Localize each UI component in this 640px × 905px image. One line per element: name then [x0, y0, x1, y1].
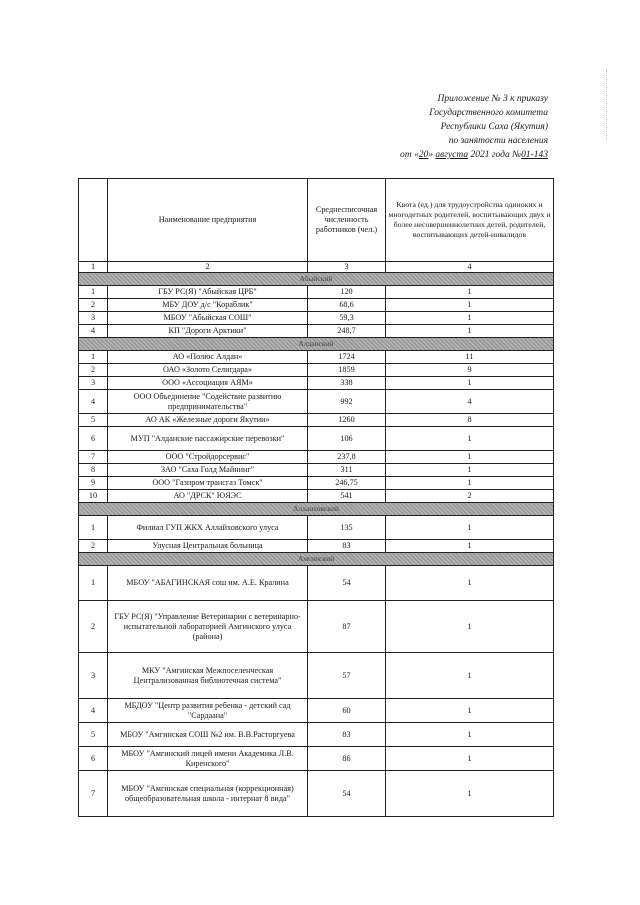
- table-row: [79, 299, 554, 312]
- cell-employees: 541: [308, 490, 386, 503]
- cell-quota: 1: [386, 747, 554, 771]
- cell-employees: 135: [308, 516, 386, 540]
- cell-employees: 106: [308, 427, 386, 451]
- cell-name: ЗАО "Саха Голд Майнинг": [108, 464, 308, 477]
- table-row: [79, 540, 554, 553]
- cell-quota: 1: [386, 653, 554, 699]
- date-number: 01-143: [521, 150, 548, 160]
- cell-name: МБУ ДОУ д/с "Кораблик": [108, 299, 308, 312]
- date-day: 20: [418, 150, 429, 160]
- cell-name: ГБУ РС(Я) "Абыйская ЦРБ": [108, 286, 308, 299]
- cell-quota: 1: [386, 377, 554, 390]
- cell-num: 3: [79, 653, 108, 699]
- table-row: [79, 566, 554, 601]
- cell-name: МБОУ "Абыйская СОШ": [108, 312, 308, 325]
- cell-employees: 54: [308, 771, 386, 817]
- cell-num: 2: [79, 364, 108, 377]
- header-name: Наименование предприятия: [108, 179, 308, 262]
- cell-num: 4: [79, 390, 108, 414]
- cell-quota: 1: [386, 601, 554, 653]
- table-row: [79, 377, 554, 390]
- cell-employees: 248,7: [308, 325, 386, 338]
- cell-num: 3: [79, 312, 108, 325]
- table-row: [79, 325, 554, 338]
- cell-quota: 1: [386, 723, 554, 747]
- cell-employees: 68,6: [308, 299, 386, 312]
- table-row: [79, 464, 554, 477]
- cell-employees: 1724: [308, 351, 386, 364]
- district-row: [79, 338, 554, 351]
- cell-name: АО «Полюс Алдан»: [108, 351, 308, 364]
- cell-name: МБОУ "АБАГИНСКАЯ сош им. А.Е. Кралина: [108, 566, 308, 601]
- table-row: [79, 351, 554, 364]
- cell-quota: 1: [386, 325, 554, 338]
- cell-quota: 8: [386, 414, 554, 427]
- table-row: [79, 516, 554, 540]
- cell-name: АО АК «Железные дороги Якутии»: [108, 414, 308, 427]
- table-row: [79, 390, 554, 414]
- cell-quota: 1: [386, 286, 554, 299]
- table-row: [79, 364, 554, 377]
- cell-num: 5: [79, 414, 108, 427]
- cell-quota: 1: [386, 312, 554, 325]
- cell-employees: 120: [308, 286, 386, 299]
- district-name: Амгинский: [79, 553, 554, 566]
- table-row: [79, 723, 554, 747]
- cell-quota: 1: [386, 540, 554, 553]
- cell-num: 8: [79, 464, 108, 477]
- cell-employees: 60: [308, 699, 386, 723]
- header-quota: Квота (ед.) для трудоустройства одиноких и многодетных родителей, воспитывающих двух и более несовершеннолетних детей, родителей, воспитывающих детей-инвалидов: [386, 179, 554, 262]
- cell-num: 10: [79, 490, 108, 503]
- table-header-row: [79, 179, 554, 262]
- cell-name: МБОУ "Амгинская специальная (коррекционная) общеобразовательная школа - интернат 8 вида": [108, 771, 308, 817]
- cell-name: Филиал ГУП ЖКХ Аллайховского улуса: [108, 516, 308, 540]
- cell-quota: 9: [386, 364, 554, 377]
- column-number: 1: [79, 262, 108, 273]
- scan-margin-marks: [606, 70, 611, 140]
- cell-name: Улусная Центральная больница: [108, 540, 308, 553]
- cell-name: ООО Объединение "Содействие развитию предпринимательства": [108, 390, 308, 414]
- cell-quota: 4: [386, 390, 554, 414]
- appendix-line-2: Государственного комитета: [429, 108, 548, 118]
- cell-num: 2: [79, 299, 108, 312]
- table-row: [79, 490, 554, 503]
- cell-quota: 1: [386, 566, 554, 601]
- cell-num: 6: [79, 747, 108, 771]
- cell-employees: 1260: [308, 414, 386, 427]
- cell-num: 6: [79, 427, 108, 451]
- column-number: 3: [308, 262, 386, 273]
- cell-name: ООО «Ассоциация АЯМ»: [108, 377, 308, 390]
- cell-employees: 57: [308, 653, 386, 699]
- cell-num: 7: [79, 451, 108, 464]
- cell-name: МКУ "Амгинская Межпоселенческая Централизованная библиотечная система": [108, 653, 308, 699]
- cell-num: 1: [79, 351, 108, 364]
- table-row: [79, 286, 554, 299]
- cell-name: ООО "Стройдорсервис": [108, 451, 308, 464]
- date-year: 2021 года №: [468, 150, 522, 160]
- header-num: [79, 179, 108, 262]
- cell-quota: 1: [386, 516, 554, 540]
- table-body: [79, 262, 554, 817]
- cell-name: МБОУ "Амгинский лицей имени Академика Л.В. Киренского": [108, 747, 308, 771]
- date-month: августа: [435, 150, 469, 160]
- cell-employees: 338: [308, 377, 386, 390]
- cell-name: АО "ДРСК" ЮЯЭС: [108, 490, 308, 503]
- table-row: [79, 451, 554, 464]
- appendix-header: [330, 92, 548, 162]
- cell-num: 4: [79, 699, 108, 723]
- district-row: [79, 273, 554, 286]
- cell-name: ГБУ РС(Я) "Управление Ветеринарии с ветеринарно-испытательной лабораторией Амгинского улуса (района): [108, 601, 308, 653]
- quota-table: [78, 178, 554, 817]
- cell-employees: 59,3: [308, 312, 386, 325]
- cell-num: 1: [79, 516, 108, 540]
- district-name: Алданский: [79, 338, 554, 351]
- date-mid: »: [428, 150, 436, 160]
- cell-quota: 1: [386, 464, 554, 477]
- cell-num: 1: [79, 566, 108, 601]
- cell-num: 7: [79, 771, 108, 817]
- column-numbers-row: [79, 262, 554, 273]
- table-row: [79, 477, 554, 490]
- cell-quota: 1: [386, 299, 554, 312]
- appendix-line-4: по занятости населения: [448, 136, 548, 146]
- column-number: 4: [386, 262, 554, 273]
- table-row: [79, 771, 554, 817]
- table-row: [79, 312, 554, 325]
- cell-quota: 1: [386, 451, 554, 464]
- cell-employees: 992: [308, 390, 386, 414]
- table-row: [79, 653, 554, 699]
- district-row: [79, 553, 554, 566]
- cell-name: МБДОУ "Центр развития ребенка - детский сад "Сардаана": [108, 699, 308, 723]
- table-row: [79, 427, 554, 451]
- cell-quota: 2: [386, 490, 554, 503]
- cell-employees: 1859: [308, 364, 386, 377]
- cell-employees: 87: [308, 601, 386, 653]
- table-row: [79, 414, 554, 427]
- cell-quota: 1: [386, 477, 554, 490]
- cell-quota: 1: [386, 771, 554, 817]
- table-row: [79, 699, 554, 723]
- cell-name: МУП "Алданские пассажирские перевозки": [108, 427, 308, 451]
- cell-quota: 1: [386, 427, 554, 451]
- appendix-line-1: Приложение № 3 к приказу: [437, 94, 548, 104]
- district-name: Абыйский: [79, 273, 554, 286]
- cell-employees: 83: [308, 723, 386, 747]
- cell-employees: 86: [308, 747, 386, 771]
- appendix-date: [330, 148, 548, 162]
- table-row: [79, 747, 554, 771]
- cell-num: 4: [79, 325, 108, 338]
- cell-num: 5: [79, 723, 108, 747]
- cell-num: 9: [79, 477, 108, 490]
- cell-name: МБОУ "Амгинская СОШ №2 им. В.В.Расторгуева: [108, 723, 308, 747]
- cell-employees: 311: [308, 464, 386, 477]
- cell-name: ООО "Газпром трансгаз Томск": [108, 477, 308, 490]
- cell-employees: 246,75: [308, 477, 386, 490]
- appendix-line-3: Республики Саха (Якутия): [440, 122, 548, 132]
- cell-employees: 83: [308, 540, 386, 553]
- cell-num: 3: [79, 377, 108, 390]
- cell-name: КП "Дороги Арктики": [108, 325, 308, 338]
- cell-num: 1: [79, 286, 108, 299]
- district-name: Аллаиховский: [79, 503, 554, 516]
- cell-name: ОАО «Золото Селигдара»: [108, 364, 308, 377]
- district-row: [79, 503, 554, 516]
- cell-num: 2: [79, 540, 108, 553]
- date-prefix: от «: [399, 150, 419, 160]
- column-number: 2: [108, 262, 308, 273]
- cell-quota: 1: [386, 699, 554, 723]
- cell-employees: 237,8: [308, 451, 386, 464]
- cell-employees: 54: [308, 566, 386, 601]
- table-row: [79, 601, 554, 653]
- cell-num: 2: [79, 601, 108, 653]
- cell-quota: 11: [386, 351, 554, 364]
- header-employees: Среднесписочная численность работников (чел.): [308, 179, 386, 262]
